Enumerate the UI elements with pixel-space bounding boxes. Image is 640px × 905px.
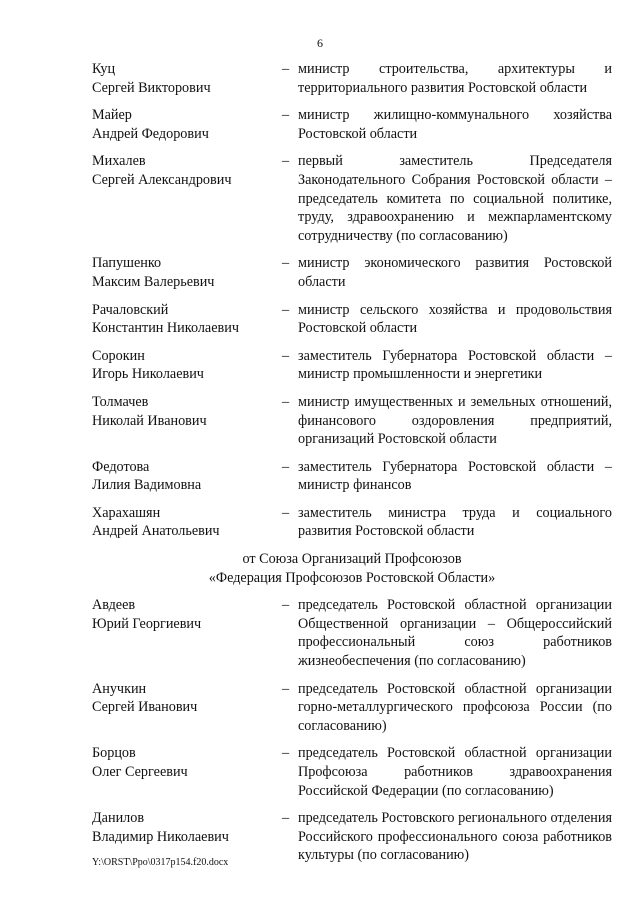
member-name	[92, 106, 282, 143]
dash: –	[282, 458, 290, 475]
member-entry	[92, 393, 612, 449]
member-name	[92, 504, 282, 541]
dash: –	[282, 393, 290, 410]
dash: –	[282, 680, 290, 697]
member-position: министр имущественных и земельных отношений, финансового оздоровления предприятий, организаций Ростовской области	[298, 393, 612, 448]
member-position: председатель Ростовской областной организации горно-металлургического профсоюза России (по согласованию)	[298, 680, 612, 734]
member-surname: Борцов	[92, 745, 136, 762]
page-number: 6	[317, 36, 323, 50]
member-name	[92, 152, 282, 245]
dash: –	[282, 153, 290, 170]
member-given-names: Андрей Федорович	[92, 125, 209, 142]
dash: –	[282, 504, 290, 521]
member-list	[92, 60, 612, 874]
member-surname: Куц	[92, 61, 116, 77]
member-given-names: Владимир Николаевич	[92, 828, 229, 845]
member-entry	[92, 106, 612, 143]
member-given-names: Сергей Александрович	[92, 171, 232, 188]
member-entry	[92, 596, 612, 670]
member-surname: Авдеев	[92, 597, 136, 614]
section-heading	[92, 550, 612, 587]
member-name	[92, 393, 282, 449]
dash: –	[282, 107, 290, 124]
section-heading-line: «Федерация Профсоюзов Ростовской Области»	[208, 569, 496, 586]
member-name	[92, 680, 282, 736]
member-given-names: Николай Иванович	[92, 412, 207, 429]
member-entry	[92, 152, 612, 245]
member-name	[92, 458, 282, 495]
member-surname: Майер	[92, 107, 132, 124]
dash: –	[282, 745, 290, 762]
section-heading-line: от Союза Организаций Профсоюзов	[242, 551, 462, 568]
member-entry	[92, 254, 612, 291]
member-surname: Сорокин	[92, 347, 145, 364]
member-entry	[92, 301, 612, 338]
member-position: председатель Ростовской областной организации Общественной организации – Общероссийский профессиональный союз работников жизнеобеспечения (по согласованию)	[298, 597, 612, 670]
member-position: председатель Ростовской областной организации Профсоюза работников здравоохранения Российской Федерации (по согласованию)	[298, 745, 612, 799]
dash: –	[282, 347, 290, 364]
member-surname: Харахашян	[92, 504, 161, 521]
member-surname: Федотова	[92, 458, 150, 475]
member-given-names: Константин Николаевич	[92, 320, 239, 337]
member-surname: Анучкин	[92, 680, 147, 697]
member-position: председатель Ростовского регионального отделения Российского профессионального союза работников культуры (по согласованию)	[298, 810, 612, 864]
dash: –	[282, 810, 290, 827]
member-name	[92, 60, 282, 97]
dash: –	[282, 255, 290, 272]
member-surname: Папушенко	[92, 255, 162, 272]
member-position: министр жилищно-коммунального хозяйства Ростовской области	[298, 107, 612, 142]
member-position: первый заместитель Председателя Законодательного Собрания Ростовской области – председатель комитета по социальной политике, труду, здравоохранению и межпарламентскому сотрудничеству (по согласованию)	[298, 153, 612, 244]
member-position: министр экономического развития Ростовской области	[298, 255, 612, 290]
member-given-names: Юрий Георгиевич	[92, 615, 202, 632]
member-position: министр сельского хозяйства и продовольствия Ростовской области	[298, 301, 612, 337]
dash: –	[282, 301, 290, 318]
member-entry	[92, 60, 612, 97]
member-surname: Толмачев	[92, 393, 149, 410]
member-position: заместитель Губернатора Ростовской области – министр промышленности и энергетики	[298, 347, 612, 383]
member-surname: Михалев	[92, 153, 146, 170]
member-name	[92, 347, 282, 384]
member-entry	[92, 347, 612, 384]
member-entry	[92, 680, 612, 736]
member-given-names: Лилия Вадимовна	[92, 477, 202, 494]
member-given-names: Сергей Викторович	[92, 79, 211, 96]
member-given-names: Олег Сергеевич	[92, 764, 188, 780]
member-name	[92, 301, 282, 338]
member-position: заместитель министра труда и социального развития Ростовской области	[298, 504, 612, 540]
member-surname: Данилов	[92, 810, 145, 827]
member-surname: Рачаловский	[92, 301, 169, 318]
member-name	[92, 744, 282, 800]
member-name	[92, 596, 282, 670]
footer-file-path: Y:\ORST\Ppo\0317p154.f20.docx	[92, 857, 229, 868]
member-position: министр строительства, архитектуры и территориального развития Ростовской области	[298, 61, 612, 96]
member-position: заместитель Губернатора Ростовской области – министр финансов	[298, 458, 612, 494]
member-entry	[92, 744, 612, 800]
member-given-names: Игорь Николаевич	[92, 366, 204, 383]
member-given-names: Сергей Иванович	[92, 699, 198, 716]
member-given-names: Андрей Анатольевич	[92, 523, 220, 540]
member-entry	[92, 504, 612, 541]
dash: –	[282, 61, 290, 77]
member-name	[92, 254, 282, 291]
member-entry	[92, 458, 612, 495]
member-given-names: Максим Валерьевич	[92, 273, 215, 290]
dash: –	[282, 597, 290, 614]
